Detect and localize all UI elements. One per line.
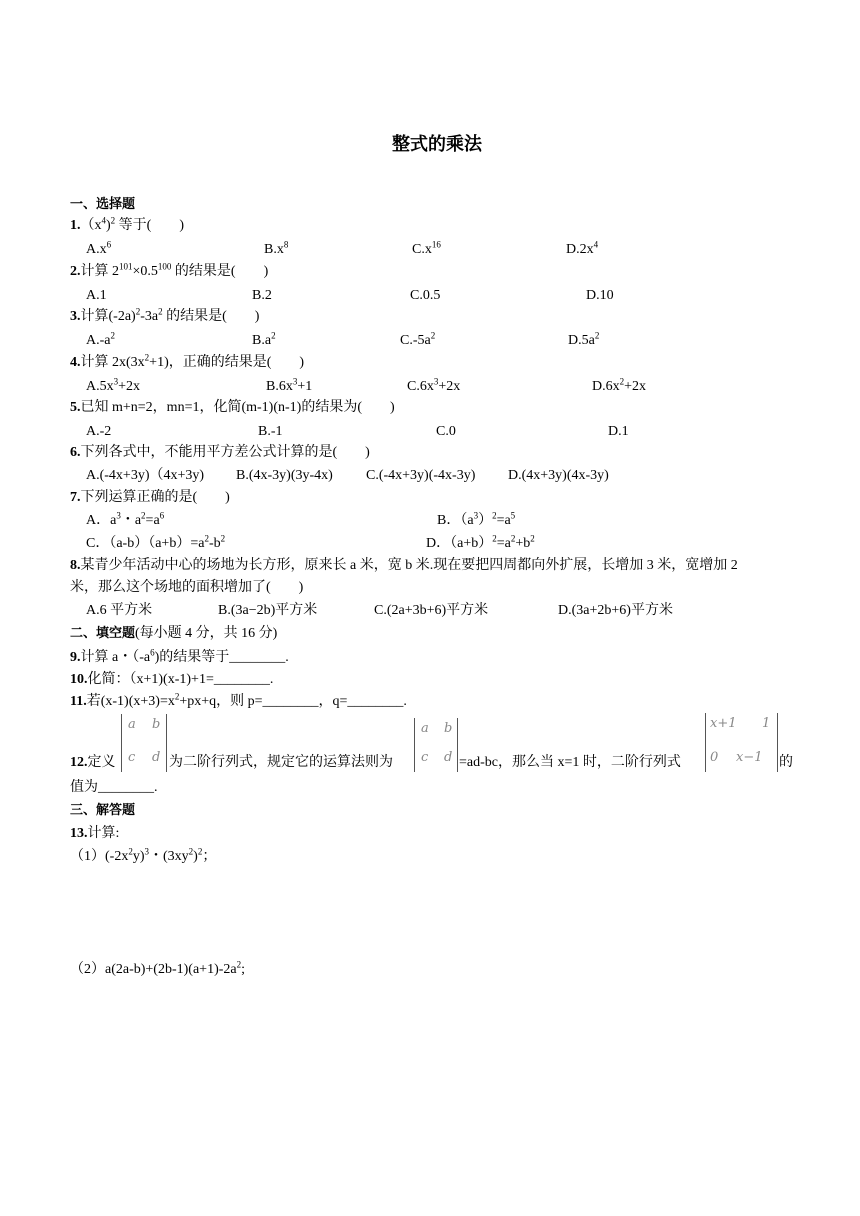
q2-option-b: B.2 <box>252 288 272 303</box>
q8-option-d: D.(3a+2b+6)平方米 <box>558 603 673 618</box>
q8-option-b: B.(3a−2b)平方米 <box>218 603 318 618</box>
q7-stem: 7.下列运算正确的是( ) <box>70 490 230 505</box>
q10-stem: 10.化简：（x+1)(x-1)+1=________. <box>70 672 274 687</box>
q3-option-a: $A.-a^2$ <box>86 330 115 348</box>
q7-option-b: B．$(a^3)^2=a^5$ <box>437 510 516 528</box>
q1-option-b: $B.x^8$ <box>264 239 289 257</box>
q3-option-d: $D.5a^2$ <box>568 330 600 348</box>
q12-text-1: 12.定义 <box>70 755 116 770</box>
q2-option-c: C.0.5 <box>410 288 441 303</box>
q12-text-2: 为二阶行列式，规定它的运算法则为 <box>169 755 393 770</box>
q13-part2: $(2)a(2a-b)+(2b-1)(a+1)-2a^2$; <box>70 959 245 977</box>
q4-option-a: $A.5x^3+2x$ <box>86 376 141 394</box>
q3-option-c: $C.-5a^2$ <box>400 330 436 348</box>
q2-stem: 2.计算 $2^{101}\times 0.5^{100}$ 的结果是( ) <box>70 261 269 279</box>
q4-option-c: $C.6x^3+2x$ <box>407 376 461 394</box>
section-fill: 二、填空题(每小题 4 分，共 16 分) <box>70 626 278 641</box>
q12-text-3: =ad-bc，那么当 x=1 时，二阶行列式 <box>459 755 681 770</box>
q2-option-a: A.1 <box>86 288 107 303</box>
q12-text-4: 的 <box>779 755 793 770</box>
q3-option-b: $B.a^2$ <box>252 330 276 348</box>
determinant-abcd-1: a b c d <box>121 714 167 772</box>
q5-option-b: B.-1 <box>258 424 283 439</box>
q4-stem: 4.计算 $2x(3x^2+1)$，正确的结果是( ) <box>70 352 305 370</box>
q8-stem-line1: 8.某青少年活动中心的场地为长方形，原来长 a 米，宽 b 米.现在要把四周都向外扩展，长增加 3 米，宽增加 2 <box>70 558 738 573</box>
q11-stem: 11.若$(x-1)(x+3)=x^2+px+q$，则 p=________，q=________. <box>70 691 407 709</box>
q7-option-c: C．$(a-b)(a+b)=a^2-b^2$ <box>86 533 226 551</box>
q8-option-a: A.6 平方米 <box>86 603 153 618</box>
q6-stem: 6.下列各式中，不能用平方差公式计算的是( ) <box>70 445 370 460</box>
q5-option-d: D.1 <box>608 424 629 439</box>
q8-option-c: C.(2a+3b+6)平方米 <box>374 603 489 618</box>
determinant-abcd-2: a b c d <box>414 718 458 772</box>
q6-option-a: A.(-4x+3y)（4x+3y) <box>86 468 205 483</box>
q8-stem-line2: 米，那么这个场地的面积增加了( ) <box>70 580 304 595</box>
q9-stem: 9.计算 a・$(-a^6)$的结果等于________. <box>70 647 289 665</box>
q13-stem: 13.计算: <box>70 826 120 841</box>
q13-part1: $(1)(-2x^2y)^3$・$(3xy^2)^2$； <box>70 846 217 864</box>
page-title: 整式的乘法 <box>392 134 482 155</box>
q1-stem: $1.(x^4)^2$ 等于( ) <box>70 215 184 233</box>
section-choice: 一、选择题 <box>70 197 136 212</box>
q5-option-c: C.0 <box>436 424 456 439</box>
q6-option-d: D.(4x+3y)(4x-3y) <box>508 468 609 483</box>
q1-option-d: $D.2x^4$ <box>566 239 599 257</box>
q7-option-a: A．$a^3$・$a^2=a^6$ <box>86 510 165 528</box>
q1-option-a: $A.x^6$ <box>86 239 112 257</box>
q1-option-c: $C.x^{16}$ <box>412 239 441 257</box>
q7-option-d: D．$(a+b)^2=a^2+b^2$ <box>426 533 535 551</box>
q2-option-d: D.10 <box>586 288 614 303</box>
section-answer: 三、解答题 <box>70 803 136 818</box>
q6-option-b: B.(4x-3y)(3y-4x) <box>236 468 333 483</box>
q4-option-d: $D.6x^2+2x$ <box>592 376 647 394</box>
q5-stem: 5.已知 m+n=2，mn=1，化简(m-1)(n-1)的结果为( ) <box>70 400 395 415</box>
q3-stem: 3.计算$(-2a)^2-3a^2$ 的结果是( ) <box>70 306 260 324</box>
q4-option-b: $B.6x^3+1$ <box>266 376 313 394</box>
q6-option-c: C.(-4x+3y)(-4x-3y) <box>366 468 476 483</box>
q12-line2: 值为________. <box>70 780 158 795</box>
q5-option-a: A.-2 <box>86 424 112 439</box>
determinant-x: x+1 1 0 x−1 <box>705 713 778 772</box>
